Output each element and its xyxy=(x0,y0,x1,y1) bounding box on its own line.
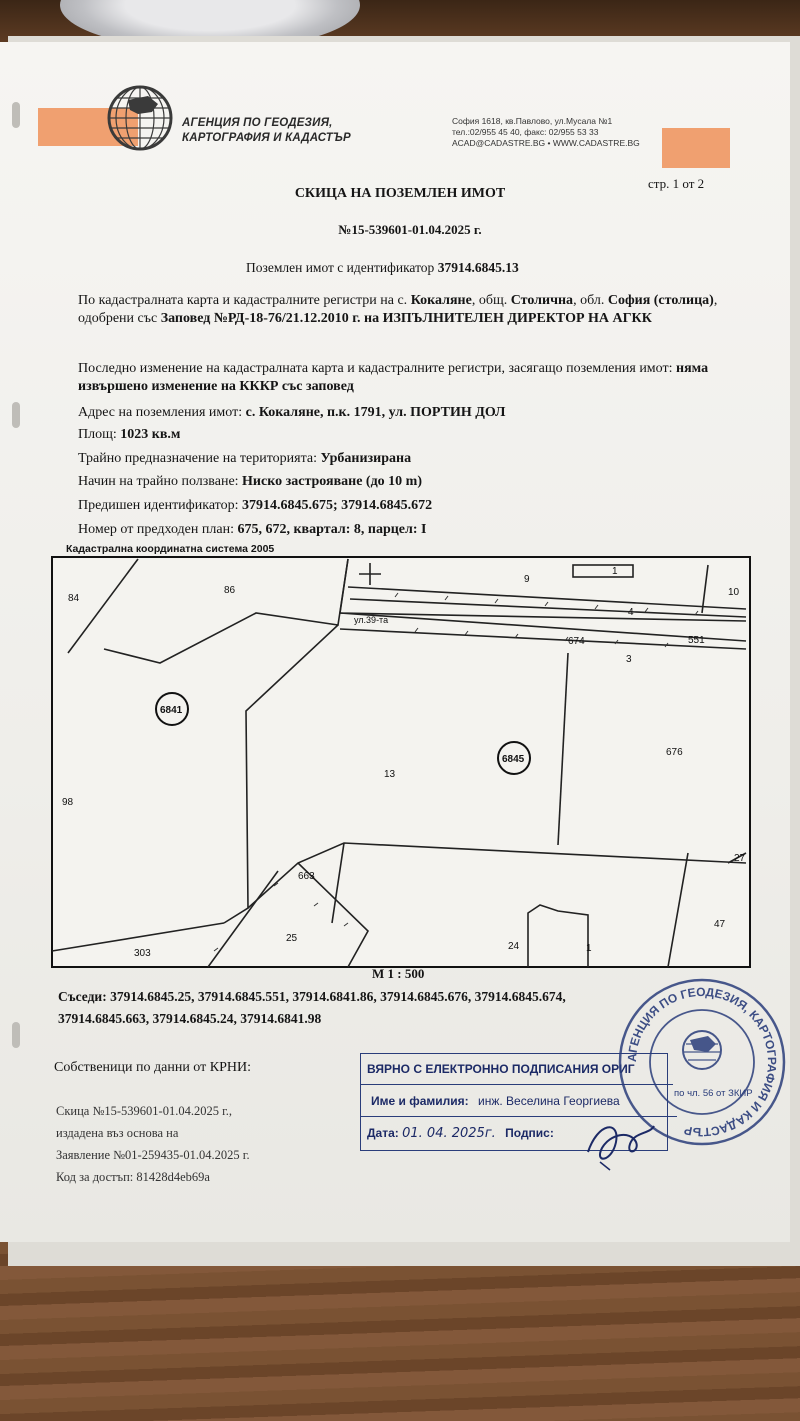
page-indicator: стр. 1 от 2 xyxy=(648,176,705,191)
access-code: Код за достъп: 81428d4eb69a xyxy=(56,1170,210,1184)
wood-table xyxy=(0,1240,800,1421)
agency-address: София 1618, кв.Павлово, ул.Мусала №1 xyxy=(452,116,613,126)
map-label-676: 676 xyxy=(666,747,683,758)
area-row xyxy=(78,426,180,444)
usage-row xyxy=(78,473,422,491)
map-label-303: 303 xyxy=(134,948,151,959)
map-label-674: 674 xyxy=(568,636,585,647)
stamp-globe-icon xyxy=(683,1031,721,1069)
purpose-row xyxy=(78,450,411,468)
address-row xyxy=(78,404,506,422)
block-6841-label: 6841 xyxy=(160,705,183,716)
neighbors-line2: 37914.6845.663, 37914.6845.24, 37914.6841.98 xyxy=(58,1011,322,1026)
map-label-1b: 1 xyxy=(586,943,592,954)
map-label-84: 84 xyxy=(68,593,80,604)
map-label-3: 3 xyxy=(626,654,632,665)
last-change xyxy=(78,360,738,396)
last-change-label: Последно изменение на кадастралната карта и кадастралните регистри, засягащо поземления имот: xyxy=(78,361,673,376)
street-label: ул.39-та xyxy=(354,615,389,625)
map-label-27: 27 xyxy=(734,853,746,864)
punch-hole xyxy=(12,402,20,428)
map-label-47: 47 xyxy=(714,919,726,930)
certification-sign-label: Подпис: xyxy=(505,1126,554,1140)
previous-id-row xyxy=(78,497,432,515)
area-label: Площ: xyxy=(78,427,117,442)
map-caption: Кадастрална координатна система 2005 xyxy=(66,543,275,555)
intro-order: Заповед №РД-18-76/21.12.2010 г. на ИЗПЪЛНИТЕЛЕН ДИРЕКТОР НА АГКК xyxy=(160,311,652,326)
punch-hole xyxy=(12,1022,20,1048)
punch-hole xyxy=(12,102,20,128)
issuance-info xyxy=(56,1100,250,1188)
map-scale: М 1 : 500 xyxy=(372,966,425,981)
agency-contacts xyxy=(452,116,730,168)
usage-label: Начин на трайно ползване: xyxy=(78,474,239,489)
issuance-line3: Заявление №01-259435-01.04.2025 г. xyxy=(56,1148,250,1162)
previous-id-value: 37914.6845.675; 37914.6845.672 xyxy=(242,498,433,513)
parcel-identifier-value: 37914.6845.13 xyxy=(437,260,519,275)
intro-paragraph xyxy=(78,292,758,328)
usage-value: Ниско застрояване (до 10 m) xyxy=(242,474,422,489)
issuance-line2: издадена въз основа на xyxy=(56,1126,179,1140)
certification-date-value: 01. 04. 2025г. xyxy=(402,1126,496,1141)
map-label-13: 13 xyxy=(384,769,396,780)
agency-web: ACAD@CADASTRE.BG • WWW.CADASTRE.BG xyxy=(452,138,640,148)
intro-text: , обл. xyxy=(573,293,605,308)
map-label-551: 551 xyxy=(688,635,705,646)
intro-region: София (столица) xyxy=(607,293,714,308)
map-label-10: 10 xyxy=(728,587,740,598)
cadastral-map-drawing xyxy=(48,553,754,971)
intro-municipality: Столична xyxy=(510,293,574,308)
intro-text: По кадастралната карта и кадастралните регистри на с. xyxy=(78,293,408,308)
map-label-9: 9 xyxy=(524,574,530,585)
address-label: Адрес на поземления имот: xyxy=(78,405,243,420)
stamp-ring-text: АГЕНЦИЯ ПО ГЕОДЕЗИЯ, КАРТОГРАФИЯ И КАДАСТЪР xyxy=(624,984,780,1140)
map-label-1a: 1 xyxy=(612,566,618,577)
neighbors-label: Съседи: xyxy=(58,989,107,1004)
signature-icon xyxy=(580,1112,660,1172)
owners-title: Собственици по данни от КРНИ: xyxy=(54,1060,251,1075)
previous-plan-value: 675, 672, квартал: 8, парцел: I xyxy=(237,522,427,537)
certification-date-label: Дата: xyxy=(367,1126,399,1140)
map-label-86: 86 xyxy=(224,585,236,596)
map-label-98: 98 xyxy=(62,797,74,808)
previous-plan-label: Номер от предходен план: xyxy=(78,522,234,537)
agency-phone: тел.:02/955 45 40, факс: 02/955 53 33 xyxy=(452,127,599,137)
purpose-label: Трайно предназначение на територията: xyxy=(78,451,317,466)
agency-name-line2: КАРТОГРАФИЯ И КАДАСТЪР xyxy=(182,132,351,144)
agency-name-line1: АГЕНЦИЯ ПО ГЕОДЕЗИЯ, xyxy=(182,117,333,129)
address-value: с. Кокаляне, п.к. 1791, ул. ПОРТИН ДОЛ xyxy=(245,405,506,420)
globe-logo-icon xyxy=(104,82,176,154)
document-number: №15-539601-01.04.2025 г. xyxy=(338,222,482,237)
certification-name-label: Име и фамилия: xyxy=(371,1094,469,1108)
intro-text: , общ. xyxy=(471,293,508,308)
certification-heading: ВЯРНО С ЕЛЕКТРОННО ПОДПИСАНИЯ ОРИГ xyxy=(361,1054,673,1085)
area-value: 1023 кв.м xyxy=(120,427,181,442)
cadastral-map xyxy=(48,553,754,971)
purpose-value: Урбанизирана xyxy=(320,451,412,466)
previous-plan-row xyxy=(78,521,426,539)
certification-name-value: инж. Веселина Георгиева xyxy=(478,1094,620,1108)
parcel-identifier-label: Поземлен имот с идентификатор xyxy=(246,260,435,275)
map-label-663: 663 xyxy=(298,871,315,882)
map-label-24: 24 xyxy=(508,941,520,952)
block-6845-label: 6845 xyxy=(502,754,525,765)
issuance-line1: Скица №15-539601-01.04.2025 г., xyxy=(56,1104,233,1118)
stamp-inner-text: по чл. 56 от ЗКИР xyxy=(674,1088,753,1099)
parcel-identifier xyxy=(246,260,519,276)
last-change-value: няма извършено изменение на КККР със заповед xyxy=(78,361,709,394)
neighbors-line1: 37914.6845.25, 37914.6845.551, 37914.6841.86, 37914.6845.676, 37914.6845.674, xyxy=(110,989,566,1004)
previous-id-label: Предишен идентификатор: xyxy=(78,498,239,513)
map-label-4: 4 xyxy=(628,607,634,618)
intro-text: , одобрени със xyxy=(78,293,718,326)
document-title: СКИЦА НА ПОЗЕМЛЕН ИМОТ xyxy=(294,186,506,201)
agency-name xyxy=(182,116,351,146)
contacts-orange-bar xyxy=(662,128,730,168)
map-label-25: 25 xyxy=(286,933,298,944)
intro-village: Кокаляне xyxy=(410,293,472,308)
